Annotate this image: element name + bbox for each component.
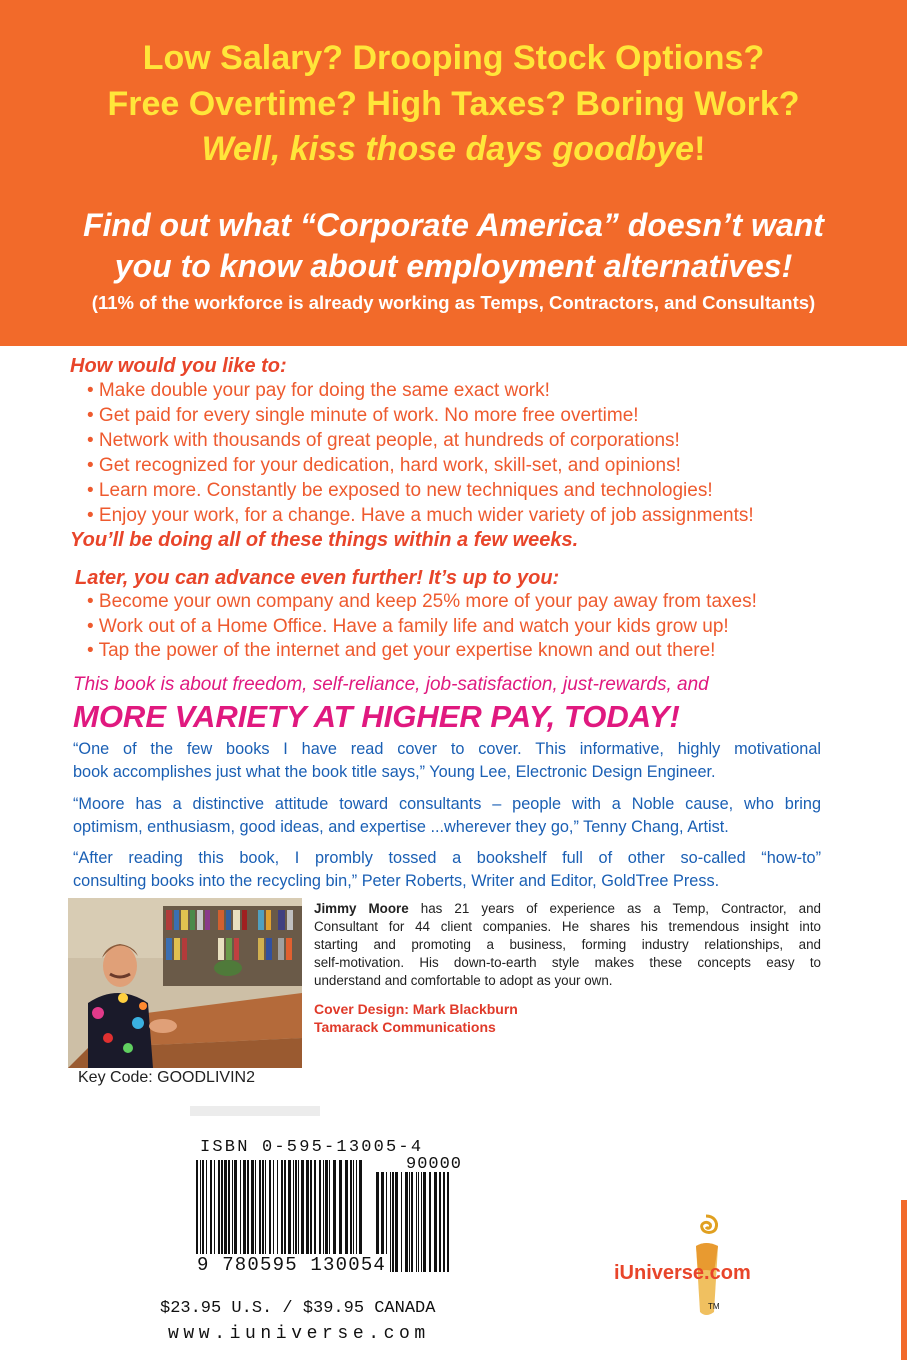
quote-2-line-2: optimism, enthusiasm, good ideas, and expertise ...wherever they go,” Tenny Chang, Artist. <box>73 818 729 836</box>
section1-heading: How would you like to: <box>70 355 287 377</box>
barcode-bar <box>439 1172 441 1272</box>
section2-bullet: • Become your own company and keep 25% more of your pay away from taxes! <box>87 591 757 612</box>
barcode-bar <box>434 1172 437 1272</box>
author-name: Jimmy Moore <box>314 901 409 916</box>
tagline-intro: This book is about freedom, self-reliance, job-satisfaction, just-rewards, and <box>73 674 709 695</box>
section2-heading: Later, you can advance even further! It’s up to you: <box>75 567 560 589</box>
trademark-mark: TM <box>708 1302 720 1311</box>
headline-line-3 <box>0 129 907 169</box>
barcode-bar <box>405 1172 408 1272</box>
author-photo-illustration <box>68 898 302 1068</box>
author-bio-line: self-motivation. His down-to-earth style makes these concepts easy to <box>314 955 821 970</box>
cover-design-company: Tamarack Communications <box>314 1019 496 1035</box>
tagline-big: MORE VARIETY AT HIGHER PAY, TODAY! <box>73 699 680 734</box>
barcode-bar <box>429 1172 431 1272</box>
barcode-bar <box>443 1172 445 1272</box>
barcode-bar <box>395 1172 398 1272</box>
author-bio-text: has 21 years of experience as a Temp, Contractor, and <box>408 901 821 916</box>
section1-bullet: • Enjoy your work, for a change. Have a much wider variety of job assignments! <box>87 505 754 526</box>
barcode-addon <box>376 1172 452 1272</box>
barcode-bar <box>409 1172 410 1272</box>
author-bio-line: understand and comfortable to adopt as your own. <box>314 973 613 988</box>
subheadline-line-1: Find out what “Corporate America” doesn’t want <box>83 207 824 243</box>
website-url: www.iuniverse.com <box>168 1324 430 1344</box>
quote-1-line-2: book accomplishes just what the book title says,” Young Lee, Electronic Design Engineer. <box>73 763 716 781</box>
barcode-bar <box>416 1172 417 1272</box>
ean-digits: 9 780595 130054 <box>197 1254 387 1276</box>
barcode-bar <box>418 1172 419 1272</box>
right-edge-strip <box>901 1200 907 1360</box>
key-code: Key Code: GOODLIVIN2 <box>78 1069 255 1086</box>
quote-2-line-1: “Moore has a distinctive attitude toward consultants – people with a Noble cause, who bring <box>73 795 821 813</box>
section2-bullet: • Tap the power of the internet and get your expertise known and out there! <box>87 640 716 661</box>
barcode-bar <box>390 1172 391 1272</box>
quote-1-line-1: “One of the few books I have read cover to cover. This informative, highly motivational <box>73 740 821 758</box>
section1-bullet: • Make double your pay for doing the same exact work! <box>87 380 550 401</box>
section1-closing: You’ll be doing all of these things within a few weeks. <box>70 529 579 551</box>
author-photo <box>68 898 302 1068</box>
author-bio-line-1 <box>314 900 821 918</box>
barcode-bar <box>392 1172 394 1272</box>
section1-bullet: • Get recognized for your dedication, hard work, skill-set, and opinions! <box>87 455 681 476</box>
section1-bullet: • Network with thousands of great people, at hundreds of corporations! <box>87 430 680 451</box>
cover-design-credit: Cover Design: Mark Blackburn <box>314 1001 518 1017</box>
headline-exclamation: ! <box>694 130 706 168</box>
barcode-bar <box>447 1172 449 1272</box>
headline-kiss-text: Well, kiss those days goodbye <box>201 130 695 168</box>
headline-line-2: Free Overtime? High Taxes? Boring Work? <box>107 85 800 123</box>
quote-3-line-1: “After reading this book, I prombly tossed a bookshelf full of other so-called “how-to” <box>73 849 821 867</box>
price-line: $23.95 U.S. / $39.95 CANADA <box>160 1299 436 1318</box>
quote-3-line-2: consulting books into the recycling bin,” Peter Roberts, Writer and Editor, GoldTree Press. <box>73 872 720 890</box>
divider-shade <box>190 1106 320 1116</box>
publisher-name: iUniverse.com <box>614 1262 751 1284</box>
section2-bullet: • Work out of a Home Office. Have a family life and watch your kids grow up! <box>87 616 729 637</box>
barcode-bar <box>421 1172 422 1272</box>
section1-bullet: • Get paid for every single minute of work. No more free overtime! <box>87 405 639 426</box>
section1-bullet: • Learn more. Constantly be exposed to new techniques and technologies! <box>87 480 713 501</box>
workforce-stat: (11% of the workforce is already working as Temps, Contractors, and Consultants) <box>91 292 816 313</box>
isbn-number: ISBN 0-595-13005-4 <box>200 1138 424 1157</box>
subheadline-line-2: you to know about employment alternatives! <box>114 248 793 284</box>
price-code: 90000 <box>406 1155 463 1174</box>
author-bio-line: Consultant for 44 client companies. He shares his tremendous insight into <box>314 919 821 934</box>
headline-line-1: Low Salary? Drooping Stock Options? <box>142 39 765 77</box>
author-bio-line: starting and promoting a business, forming industry relationships, and <box>314 937 821 952</box>
barcode-bar <box>411 1172 413 1272</box>
barcode-bar <box>401 1172 402 1272</box>
barcode-bar <box>423 1172 426 1272</box>
